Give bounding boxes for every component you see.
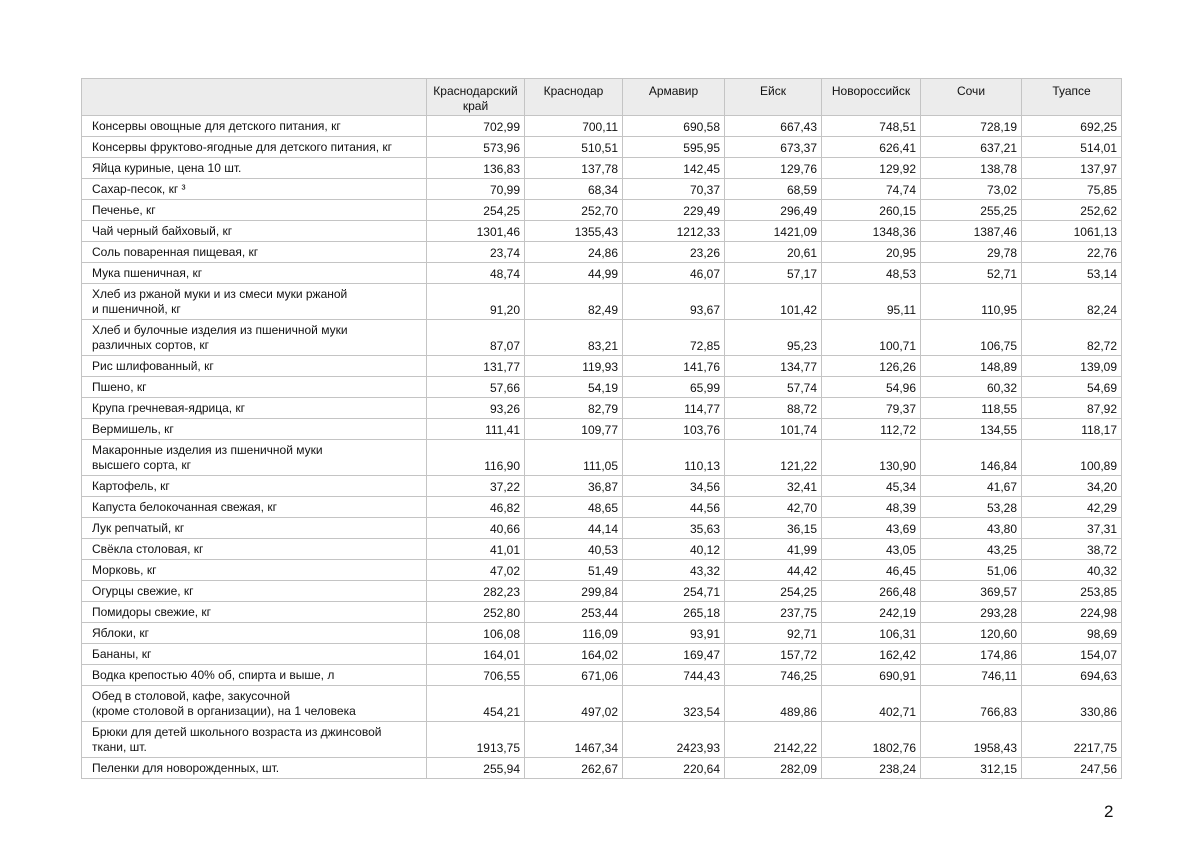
price-cell: 65,99 <box>623 377 725 398</box>
price-cell: 260,15 <box>822 200 921 221</box>
price-cell: 48,74 <box>427 263 525 284</box>
price-cell: 40,12 <box>623 539 725 560</box>
price-cell: 1387,46 <box>921 221 1022 242</box>
table-row <box>82 497 1122 518</box>
price-cell: 162,42 <box>822 644 921 665</box>
price-cell: 114,77 <box>623 398 725 419</box>
price-cell: 744,43 <box>623 665 725 686</box>
row-label: Консервы овощные для детского питания, кг <box>82 116 427 137</box>
price-cell: 134,77 <box>725 356 822 377</box>
price-cell: 46,07 <box>623 263 725 284</box>
price-cell: 70,99 <box>427 179 525 200</box>
price-cell: 242,19 <box>822 602 921 623</box>
table-row <box>82 440 1122 476</box>
price-cell: 48,65 <box>525 497 623 518</box>
price-cell: 100,71 <box>822 320 921 356</box>
column-header: Ейск <box>725 79 822 116</box>
table-row <box>82 137 1122 158</box>
column-header: Сочи <box>921 79 1022 116</box>
price-cell: 47,02 <box>427 560 525 581</box>
column-header-item <box>82 79 427 116</box>
table-row <box>82 221 1122 242</box>
price-cell: 23,26 <box>623 242 725 263</box>
price-cell: 54,69 <box>1022 377 1122 398</box>
price-cell: 101,74 <box>725 419 822 440</box>
table-row <box>82 560 1122 581</box>
price-cell: 137,78 <box>525 158 623 179</box>
price-cell: 637,21 <box>921 137 1022 158</box>
table-row <box>82 665 1122 686</box>
price-cell: 57,17 <box>725 263 822 284</box>
table-row <box>82 686 1122 722</box>
price-cell: 1958,43 <box>921 722 1022 758</box>
price-cell: 44,14 <box>525 518 623 539</box>
price-cell: 68,34 <box>525 179 623 200</box>
price-cell: 79,37 <box>822 398 921 419</box>
price-cell: 626,41 <box>822 137 921 158</box>
price-cell: 497,02 <box>525 686 623 722</box>
price-cell: 1421,09 <box>725 221 822 242</box>
row-label: Сахар-песок, кг ³ <box>82 179 427 200</box>
price-cell: 70,37 <box>623 179 725 200</box>
price-cell: 282,23 <box>427 581 525 602</box>
price-cell: 116,09 <box>525 623 623 644</box>
price-cell: 237,75 <box>725 602 822 623</box>
row-label: Морковь, кг <box>82 560 427 581</box>
price-cell: 255,94 <box>427 758 525 779</box>
price-cell: 247,56 <box>1022 758 1122 779</box>
column-header: Армавир <box>623 79 725 116</box>
price-cell: 48,39 <box>822 497 921 518</box>
price-cell: 68,59 <box>725 179 822 200</box>
price-cell: 120,60 <box>921 623 1022 644</box>
page-number: 2 <box>1104 802 1114 821</box>
column-header: Туапсе <box>1022 79 1122 116</box>
price-cell: 91,20 <box>427 284 525 320</box>
price-cell: 1355,43 <box>525 221 623 242</box>
row-label: Рис шлифованный, кг <box>82 356 427 377</box>
price-cell: 87,07 <box>427 320 525 356</box>
price-cell: 299,84 <box>525 581 623 602</box>
price-cell: 220,64 <box>623 758 725 779</box>
price-cell: 131,77 <box>427 356 525 377</box>
price-cell: 2142,22 <box>725 722 822 758</box>
row-label: Капуста белокочанная свежая, кг <box>82 497 427 518</box>
price-cell: 43,69 <box>822 518 921 539</box>
column-header: Краснодарский край <box>427 79 525 116</box>
price-cell: 40,53 <box>525 539 623 560</box>
price-cell: 109,77 <box>525 419 623 440</box>
table-row <box>82 539 1122 560</box>
price-cell: 142,45 <box>623 158 725 179</box>
price-cell: 126,26 <box>822 356 921 377</box>
price-cell: 139,09 <box>1022 356 1122 377</box>
price-cell: 110,13 <box>623 440 725 476</box>
price-cell: 1301,46 <box>427 221 525 242</box>
price-cell: 57,74 <box>725 377 822 398</box>
price-cell: 82,72 <box>1022 320 1122 356</box>
price-cell: 253,85 <box>1022 581 1122 602</box>
price-cell: 1467,34 <box>525 722 623 758</box>
price-cell: 87,92 <box>1022 398 1122 419</box>
price-cell: 53,28 <box>921 497 1022 518</box>
price-cell: 700,11 <box>525 116 623 137</box>
price-cell: 164,02 <box>525 644 623 665</box>
price-cell: 595,95 <box>623 137 725 158</box>
price-cell: 22,76 <box>1022 242 1122 263</box>
table-row <box>82 377 1122 398</box>
price-cell: 82,24 <box>1022 284 1122 320</box>
row-label: Яйца куриные, цена 10 шт. <box>82 158 427 179</box>
row-label: Мука пшеничная, кг <box>82 263 427 284</box>
price-cell: 23,74 <box>427 242 525 263</box>
table-row <box>82 356 1122 377</box>
table-row <box>82 623 1122 644</box>
price-cell: 254,25 <box>725 581 822 602</box>
price-cell: 296,49 <box>725 200 822 221</box>
price-cell: 134,55 <box>921 419 1022 440</box>
price-cell: 1913,75 <box>427 722 525 758</box>
row-label: Вермишель, кг <box>82 419 427 440</box>
table-row <box>82 179 1122 200</box>
table-row <box>82 476 1122 497</box>
price-cell: 54,96 <box>822 377 921 398</box>
price-cell: 98,69 <box>1022 623 1122 644</box>
price-cell: 746,11 <box>921 665 1022 686</box>
row-label: Печенье, кг <box>82 200 427 221</box>
price-cell: 671,06 <box>525 665 623 686</box>
price-cell: 254,25 <box>427 200 525 221</box>
table-body <box>82 116 1122 779</box>
row-label: Огурцы свежие, кг <box>82 581 427 602</box>
row-label: Соль поваренная пищевая, кг <box>82 242 427 263</box>
table-row <box>82 419 1122 440</box>
price-cell: 41,99 <box>725 539 822 560</box>
price-cell: 138,78 <box>921 158 1022 179</box>
price-cell: 93,91 <box>623 623 725 644</box>
price-cell: 265,18 <box>623 602 725 623</box>
price-cell: 41,01 <box>427 539 525 560</box>
row-label: Водка крепостью 40% об, спирта и выше, л <box>82 665 427 686</box>
price-cell: 40,32 <box>1022 560 1122 581</box>
price-cell: 93,67 <box>623 284 725 320</box>
price-cell: 92,71 <box>725 623 822 644</box>
price-cell: 51,06 <box>921 560 1022 581</box>
price-cell: 146,84 <box>921 440 1022 476</box>
price-cell: 129,76 <box>725 158 822 179</box>
price-cell: 690,58 <box>623 116 725 137</box>
price-cell: 53,14 <box>1022 263 1122 284</box>
table-row <box>82 242 1122 263</box>
price-cell: 57,66 <box>427 377 525 398</box>
price-cell: 48,53 <box>822 263 921 284</box>
price-cell: 52,71 <box>921 263 1022 284</box>
price-cell: 34,56 <box>623 476 725 497</box>
price-cell: 282,09 <box>725 758 822 779</box>
table-row <box>82 200 1122 221</box>
price-cell: 129,92 <box>822 158 921 179</box>
row-label: Обед в столовой, кафе, закусочной (кроме столовой в организации), на 1 человека <box>82 686 427 722</box>
table-row <box>82 263 1122 284</box>
table-row <box>82 722 1122 758</box>
price-cell: 111,05 <box>525 440 623 476</box>
price-cell: 252,62 <box>1022 200 1122 221</box>
table-header-row <box>82 79 1122 116</box>
price-cell: 82,79 <box>525 398 623 419</box>
row-label: Чай черный байховый, кг <box>82 221 427 242</box>
price-cell: 174,86 <box>921 644 1022 665</box>
price-cell: 43,05 <box>822 539 921 560</box>
price-cell: 229,49 <box>623 200 725 221</box>
table-row <box>82 602 1122 623</box>
price-cell: 130,90 <box>822 440 921 476</box>
price-cell: 116,90 <box>427 440 525 476</box>
row-label: Свёкла столовая, кг <box>82 539 427 560</box>
price-table <box>81 78 1122 779</box>
price-cell: 154,07 <box>1022 644 1122 665</box>
row-label: Пеленки для новорожденных, шт. <box>82 758 427 779</box>
row-label: Макаронные изделия из пшеничной муки высшего сорта, кг <box>82 440 427 476</box>
price-cell: 38,72 <box>1022 539 1122 560</box>
price-cell: 119,93 <box>525 356 623 377</box>
price-cell: 238,24 <box>822 758 921 779</box>
price-cell: 728,19 <box>921 116 1022 137</box>
table-row <box>82 158 1122 179</box>
price-cell: 34,20 <box>1022 476 1122 497</box>
price-cell: 1061,13 <box>1022 221 1122 242</box>
price-cell: 43,25 <box>921 539 1022 560</box>
price-cell: 95,11 <box>822 284 921 320</box>
price-cell: 93,26 <box>427 398 525 419</box>
table-row <box>82 116 1122 137</box>
row-label: Бананы, кг <box>82 644 427 665</box>
row-label: Хлеб и булочные изделия из пшеничной муки различных сортов, кг <box>82 320 427 356</box>
price-cell: 45,34 <box>822 476 921 497</box>
price-cell: 253,44 <box>525 602 623 623</box>
price-cell: 36,87 <box>525 476 623 497</box>
price-cell: 690,91 <box>822 665 921 686</box>
row-label: Помидоры свежие, кг <box>82 602 427 623</box>
row-label: Консервы фруктово-ягодные для детского питания, кг <box>82 137 427 158</box>
price-cell: 164,01 <box>427 644 525 665</box>
price-cell: 46,82 <box>427 497 525 518</box>
price-cell: 111,41 <box>427 419 525 440</box>
price-cell: 312,15 <box>921 758 1022 779</box>
price-cell: 252,70 <box>525 200 623 221</box>
price-cell: 766,83 <box>921 686 1022 722</box>
price-cell: 402,71 <box>822 686 921 722</box>
price-cell: 75,85 <box>1022 179 1122 200</box>
price-cell: 101,42 <box>725 284 822 320</box>
table-row <box>82 758 1122 779</box>
price-cell: 44,56 <box>623 497 725 518</box>
price-cell: 20,61 <box>725 242 822 263</box>
price-cell: 106,31 <box>822 623 921 644</box>
price-cell: 110,95 <box>921 284 1022 320</box>
price-cell: 100,89 <box>1022 440 1122 476</box>
price-cell: 746,25 <box>725 665 822 686</box>
price-cell: 118,17 <box>1022 419 1122 440</box>
price-cell: 369,57 <box>921 581 1022 602</box>
price-cell: 510,51 <box>525 137 623 158</box>
price-cell: 36,15 <box>725 518 822 539</box>
price-cell: 573,96 <box>427 137 525 158</box>
price-cell: 43,80 <box>921 518 1022 539</box>
price-cell: 82,49 <box>525 284 623 320</box>
price-cell: 73,02 <box>921 179 1022 200</box>
price-cell: 29,78 <box>921 242 1022 263</box>
price-cell: 157,72 <box>725 644 822 665</box>
price-cell: 1348,36 <box>822 221 921 242</box>
row-label: Брюки для детей школьного возраста из джинсовой ткани, шт. <box>82 722 427 758</box>
row-label: Яблоки, кг <box>82 623 427 644</box>
price-cell: 103,76 <box>623 419 725 440</box>
price-cell: 20,95 <box>822 242 921 263</box>
price-cell: 254,71 <box>623 581 725 602</box>
price-cell: 46,45 <box>822 560 921 581</box>
price-cell: 42,70 <box>725 497 822 518</box>
price-cell: 706,55 <box>427 665 525 686</box>
price-cell: 255,25 <box>921 200 1022 221</box>
price-cell: 95,23 <box>725 320 822 356</box>
price-cell: 330,86 <box>1022 686 1122 722</box>
row-label: Хлеб из ржаной муки и из смеси муки ржаной и пшеничной, кг <box>82 284 427 320</box>
price-cell: 224,98 <box>1022 602 1122 623</box>
price-cell: 32,41 <box>725 476 822 497</box>
price-cell: 37,22 <box>427 476 525 497</box>
column-header: Новороссийск <box>822 79 921 116</box>
price-cell: 106,08 <box>427 623 525 644</box>
price-cell: 136,83 <box>427 158 525 179</box>
price-cell: 673,37 <box>725 137 822 158</box>
price-cell: 2423,93 <box>623 722 725 758</box>
price-cell: 118,55 <box>921 398 1022 419</box>
price-cell: 51,49 <box>525 560 623 581</box>
row-label: Лук репчатый, кг <box>82 518 427 539</box>
price-cell: 702,99 <box>427 116 525 137</box>
row-label: Картофель, кг <box>82 476 427 497</box>
price-cell: 121,22 <box>725 440 822 476</box>
table-row <box>82 518 1122 539</box>
price-cell: 489,86 <box>725 686 822 722</box>
price-cell: 667,43 <box>725 116 822 137</box>
table-row <box>82 284 1122 320</box>
price-cell: 74,74 <box>822 179 921 200</box>
price-cell: 137,97 <box>1022 158 1122 179</box>
price-cell: 41,67 <box>921 476 1022 497</box>
price-cell: 44,99 <box>525 263 623 284</box>
price-cell: 169,47 <box>623 644 725 665</box>
price-cell: 35,63 <box>623 518 725 539</box>
price-cell: 43,32 <box>623 560 725 581</box>
price-cell: 262,67 <box>525 758 623 779</box>
table-row <box>82 644 1122 665</box>
price-cell: 694,63 <box>1022 665 1122 686</box>
column-header: Краснодар <box>525 79 623 116</box>
price-cell: 252,80 <box>427 602 525 623</box>
row-label: Крупа гречневая-ядрица, кг <box>82 398 427 419</box>
price-cell: 40,66 <box>427 518 525 539</box>
price-cell: 24,86 <box>525 242 623 263</box>
table-row <box>82 320 1122 356</box>
price-cell: 42,29 <box>1022 497 1122 518</box>
price-cell: 1212,33 <box>623 221 725 242</box>
table-row <box>82 398 1122 419</box>
table-row <box>82 581 1122 602</box>
price-cell: 141,76 <box>623 356 725 377</box>
price-cell: 148,89 <box>921 356 1022 377</box>
price-cell: 83,21 <box>525 320 623 356</box>
price-cell: 106,75 <box>921 320 1022 356</box>
price-cell: 692,25 <box>1022 116 1122 137</box>
row-label: Пшено, кг <box>82 377 427 398</box>
price-cell: 88,72 <box>725 398 822 419</box>
price-cell: 54,19 <box>525 377 623 398</box>
price-cell: 454,21 <box>427 686 525 722</box>
price-cell: 72,85 <box>623 320 725 356</box>
price-cell: 514,01 <box>1022 137 1122 158</box>
price-cell: 293,28 <box>921 602 1022 623</box>
price-cell: 748,51 <box>822 116 921 137</box>
price-cell: 37,31 <box>1022 518 1122 539</box>
price-cell: 60,32 <box>921 377 1022 398</box>
price-cell: 266,48 <box>822 581 921 602</box>
price-cell: 2217,75 <box>1022 722 1122 758</box>
price-cell: 44,42 <box>725 560 822 581</box>
price-cell: 323,54 <box>623 686 725 722</box>
price-cell: 1802,76 <box>822 722 921 758</box>
price-cell: 112,72 <box>822 419 921 440</box>
